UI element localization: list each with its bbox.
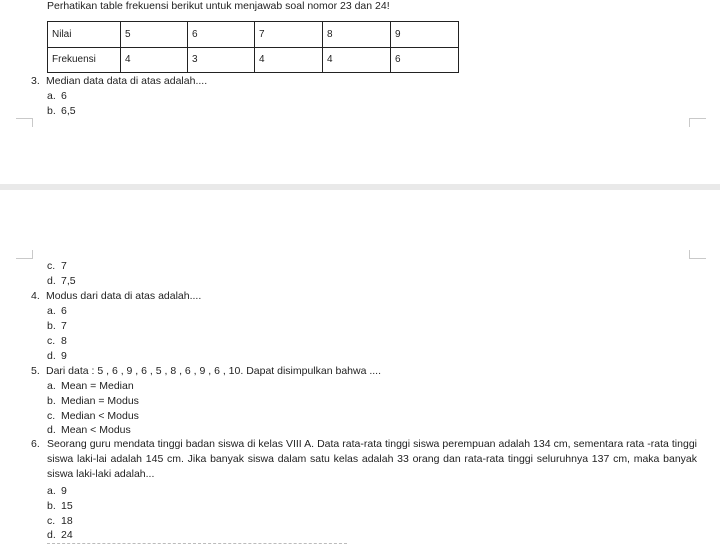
option-letter: d. — [47, 529, 56, 541]
q3-option-d[interactable] — [47, 275, 76, 287]
table-cell: 9 — [391, 22, 459, 48]
q3-option-c[interactable] — [47, 260, 67, 272]
question-number: 4. — [31, 290, 40, 302]
q6-option-a[interactable] — [47, 485, 67, 497]
table-cell: 7 — [255, 22, 323, 48]
q4-option-d[interactable] — [47, 350, 67, 362]
option-text: 7,5 — [61, 275, 76, 287]
question-number: 5. — [31, 365, 40, 377]
question-6 — [31, 437, 697, 482]
option-letter: a. — [47, 485, 56, 497]
q6-option-c[interactable] — [47, 515, 73, 527]
option-text: 6 — [61, 305, 67, 317]
option-text: Mean < Modus — [61, 424, 131, 436]
option-text: 24 — [61, 529, 73, 541]
table-cell: 6 — [391, 47, 459, 73]
option-letter: b. — [47, 320, 56, 332]
option-letter: c. — [47, 260, 56, 272]
question-text: Dari data : 5 , 6 , 9 , 6 , 5 , 8 , 6 , 9 , 6 , 10. Dapat disimpulkan bahwa .... — [46, 365, 382, 377]
option-letter: b. — [47, 395, 56, 407]
option-text: 7 — [61, 260, 67, 272]
option-text: 18 — [61, 515, 73, 527]
option-letter: b. — [47, 500, 56, 512]
table-row — [48, 47, 459, 73]
question-5 — [31, 365, 381, 377]
page-corner-mark — [16, 250, 33, 259]
question-text: Median data data di atas adalah.... — [46, 75, 208, 87]
table-row — [48, 22, 459, 48]
option-text: 7 — [61, 320, 67, 332]
option-letter: b. — [47, 105, 56, 117]
table-cell: Frekuensi — [48, 47, 121, 73]
question-text: Seorang guru mendata tinggi badan siswa di kelas VIII A. Data rata-rata tinggi siswa perempuan adalah 134 cm, sementara rata -rata tinggi siswa laki-lai adalah 145 cm. Jika banyak siswa dalam satu kelas adalah 33 orang dan rata-rata tinggi seluruhnya 137 cm, maka banyak siswa laki-laki adalah... — [47, 438, 697, 480]
page-corner-mark — [16, 118, 33, 127]
q5-option-a[interactable] — [47, 380, 134, 392]
table-cell: 4 — [323, 47, 391, 73]
q5-option-b[interactable] — [47, 395, 139, 407]
option-letter: a. — [47, 380, 56, 392]
q5-option-c[interactable] — [47, 410, 139, 422]
table-cell: 4 — [121, 47, 188, 73]
cut-off-text-line — [47, 543, 347, 548]
option-letter: c. — [47, 410, 56, 422]
option-text: Median = Modus — [61, 395, 139, 407]
option-text: 9 — [61, 485, 67, 497]
q3-option-b[interactable] — [47, 105, 76, 117]
q4-option-c[interactable] — [47, 335, 67, 347]
option-text: Median < Modus — [61, 410, 139, 422]
q5-option-d[interactable] — [47, 424, 131, 436]
option-letter: c. — [47, 515, 56, 527]
question-4 — [31, 290, 201, 302]
option-letter: a. — [47, 305, 56, 317]
option-text: 6,5 — [61, 105, 76, 117]
question-number: 3. — [31, 75, 40, 87]
option-text: 15 — [61, 500, 73, 512]
page-corner-mark — [689, 118, 706, 127]
table-cell: 5 — [121, 22, 188, 48]
question-number: 6. — [31, 438, 40, 450]
option-letter: d. — [47, 275, 56, 287]
question-3 — [31, 75, 207, 87]
option-letter: d. — [47, 424, 56, 436]
option-text: 6 — [61, 90, 67, 102]
q6-option-b[interactable] — [47, 500, 73, 512]
table-cell: 4 — [255, 47, 323, 73]
q4-option-a[interactable] — [47, 305, 67, 317]
option-letter: c. — [47, 335, 56, 347]
q4-option-b[interactable] — [47, 320, 67, 332]
frequency-table — [47, 21, 459, 73]
question-text: Modus dari data di atas adalah.... — [46, 290, 202, 302]
option-text: 8 — [61, 335, 67, 347]
table-cell: 6 — [188, 22, 255, 48]
instruction-text: Perhatikan table frekuensi berikut untuk menjawab soal nomor 23 dan 24! — [47, 0, 390, 12]
option-text: Mean = Median — [61, 380, 134, 392]
option-text: 9 — [61, 350, 67, 362]
option-letter: a. — [47, 90, 56, 102]
table-cell: 8 — [323, 22, 391, 48]
q3-option-a[interactable] — [47, 90, 67, 102]
page-break — [0, 184, 720, 190]
page-corner-mark — [689, 250, 706, 259]
option-letter: d. — [47, 350, 56, 362]
q6-option-d[interactable] — [47, 529, 73, 541]
table-cell: 3 — [188, 47, 255, 73]
table-cell: Nilai — [48, 22, 121, 48]
